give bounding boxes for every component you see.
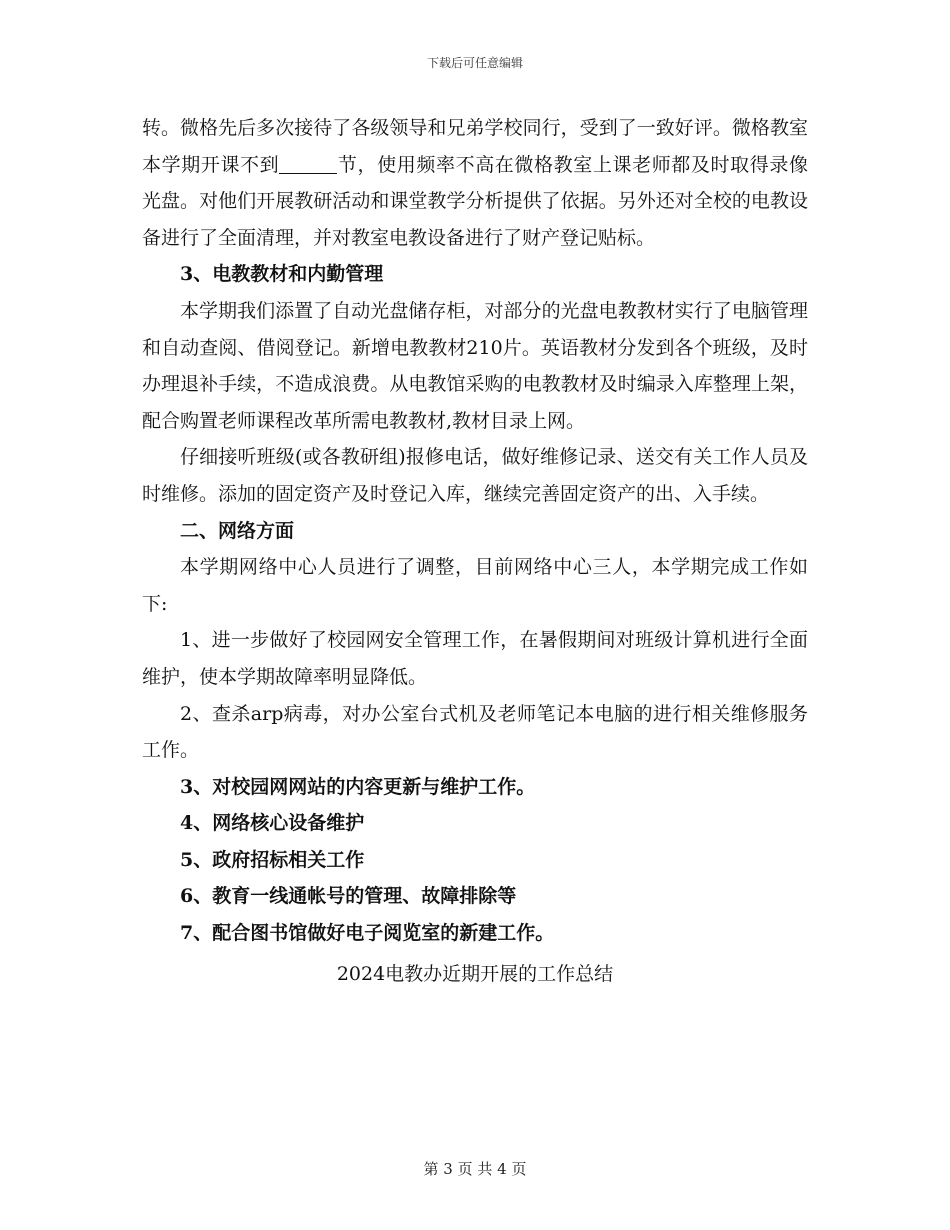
list-item: 3、对校园网网站的内容更新与维护工作。 — [180, 775, 536, 798]
page-header: 下载后可任意编辑 — [426, 56, 523, 70]
document-body — [142, 110, 808, 992]
section-heading-network: 二、网络方面 — [180, 519, 295, 542]
list-item: 5、政府招标相关工作 — [180, 848, 365, 871]
list-item: 6、教育一线通帐号的管理、故障排除等 — [180, 885, 517, 908]
list-item: 4、网络核心设备维护 — [180, 812, 365, 835]
paragraph-continuation — [142, 110, 808, 256]
fill-in-blank — [279, 153, 337, 174]
list-item: 7、配合图书馆做好电子阅览室的新建工作。 — [180, 922, 555, 945]
next-document-title: 2024电教办近期开展的工作总结 — [336, 962, 614, 985]
paragraph-repair: 仔细接听班级(或各教研组)报修电话，做好维修记录、送交有关工作人员及时维修。添加的固定资产及时登记入库，继续完善固定资产的出、入手续。 — [142, 446, 808, 505]
paragraph-materials: 本学期我们添置了自动光盘储存柜，对部分的光盘电教教材实行了电脑管理和自动查阅、借阅登记。新增电教教材210片。英语教材分发到各个班级，及时办理退补手续，不造成浪费。从电教馆采购的电教教材及时编录入库整理上架，配合购置老师课程改革所需电教教材,教材目录上网。 — [142, 299, 808, 432]
paragraph-text: 转。微格先后多次接待了各级领导和兄弟学校同行，受到了一致好评。微格教室本学期开课不到 — [142, 117, 808, 176]
paragraph-network-item-2: 2、查杀arp病毒，对办公室台式机及老师笔记本电脑的进行相关维修服务工作。 — [142, 702, 808, 762]
page-footer: 第 3 页 共 4 页 — [423, 1160, 527, 1178]
paragraph-text: 节，使用频率不高在微格教室上课老师都及时取得录像光盘。对他们开展教研活动和课堂教学分析提供了依据。另外还对全校的电教设备进行了全面清理，并对教室电教设备进行了财产登记贴标。 — [142, 153, 808, 249]
paragraph-network-intro: 本学期网络中心人员进行了调整，目前网络中心三人，本学期完成工作如下: — [142, 556, 808, 615]
section-heading-materials: 3、电教教材和内勤管理 — [180, 263, 384, 286]
paragraph-network-item-1: 1、进一步做好了校园网安全管理工作，在暑假期间对班级计算机进行全面维护，使本学期故障率明显降低。 — [142, 629, 808, 688]
